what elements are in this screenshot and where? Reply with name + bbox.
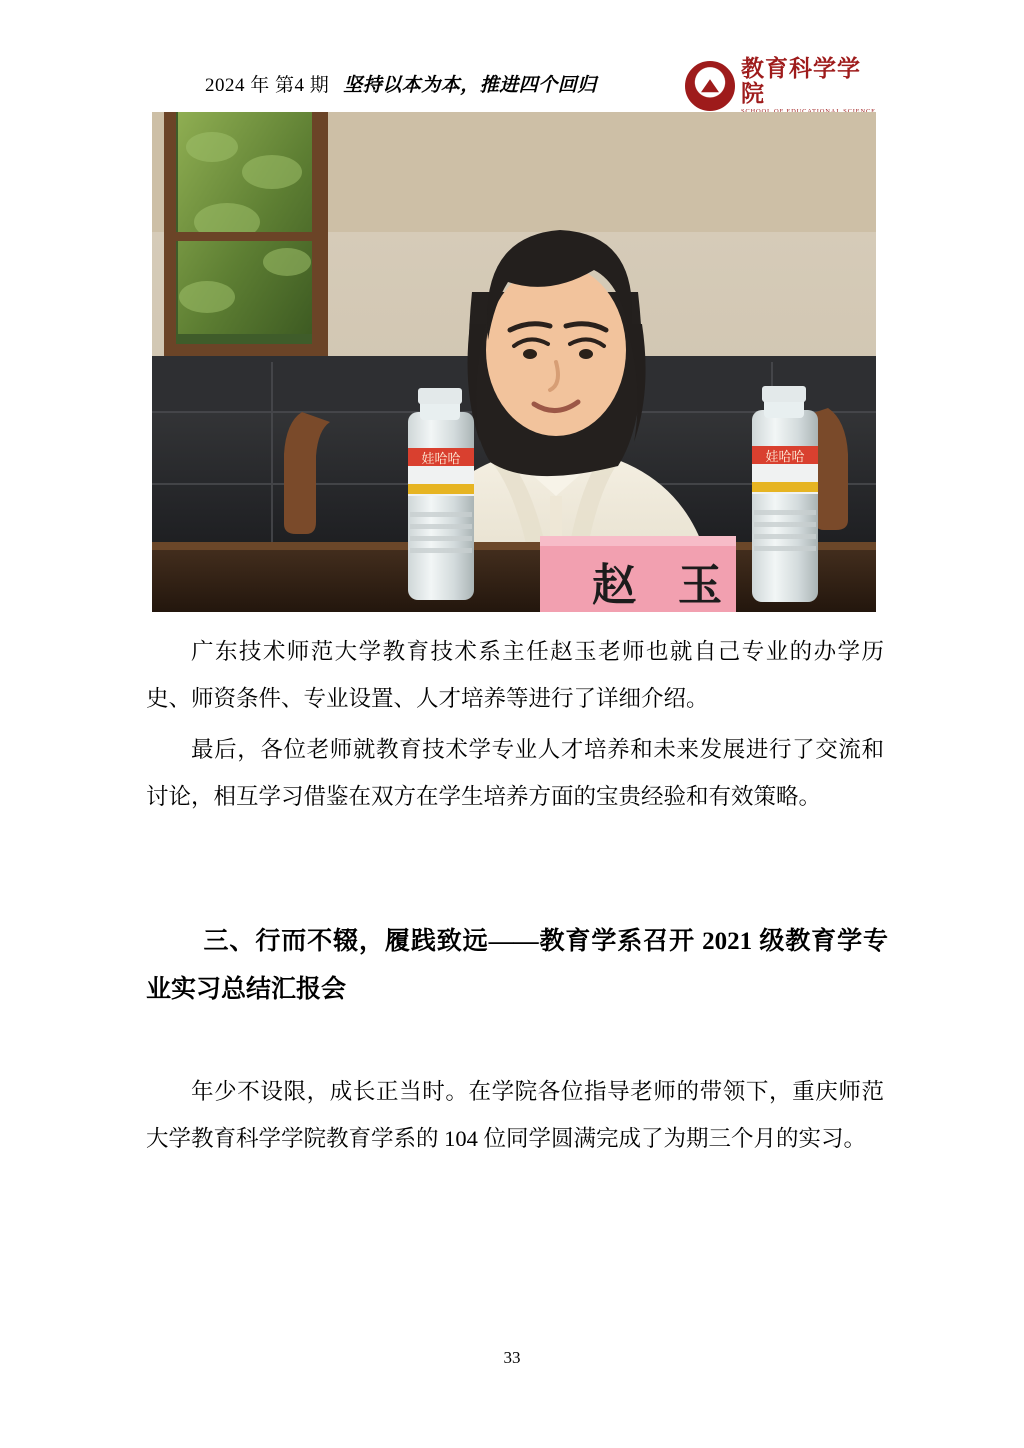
svg-text:玉: 玉 [678, 561, 722, 610]
section-heading: 三、行而不辍，履践致远——教育学系召开 2021 级教育学专业实习总结汇报会 [146, 928, 888, 1003]
paragraph: 最后，各位老师就教育技术学专业人才培养和未来发展进行了交流和讨论，相互学习借鉴在双方在学生培养方面的宝贵经验和有效策略。 [146, 737, 884, 809]
paragraph: 年少不设限，成长正当时。在学院各位指导老师的带领下，重庆师范大学教育科学学院教育学系的 104 位同学圆满完成了为期三个月的实习。 [146, 1079, 884, 1151]
header-line [205, 70, 597, 97]
logo-chinese-name: 教育科学学院 [741, 56, 861, 106]
emblem-icon [685, 61, 735, 111]
svg-text:赵: 赵 [592, 561, 636, 610]
article-photo [152, 112, 876, 612]
paragraph: 广东技术师范大学教育技术系主任赵玉老师也就自己专业的办学历史、师资条件、专业设置、人才培养等进行了详细介绍。 [146, 639, 884, 711]
svg-text:娃哈哈: 娃哈哈 [765, 449, 805, 464]
article-body-top [146, 628, 884, 824]
logo-text-block [741, 57, 880, 114]
page-number: 33 [503, 1348, 521, 1367]
slogan-label: 坚持以本为本，推进四个回归 [343, 75, 597, 96]
photo-illustration [152, 112, 876, 612]
page-header [150, 56, 880, 120]
article-body-bottom [146, 1068, 884, 1166]
issue-label: 2024 年 第4 期 [205, 75, 330, 96]
svg-text:娃哈哈: 娃哈哈 [421, 451, 461, 466]
school-logo [685, 56, 880, 112]
